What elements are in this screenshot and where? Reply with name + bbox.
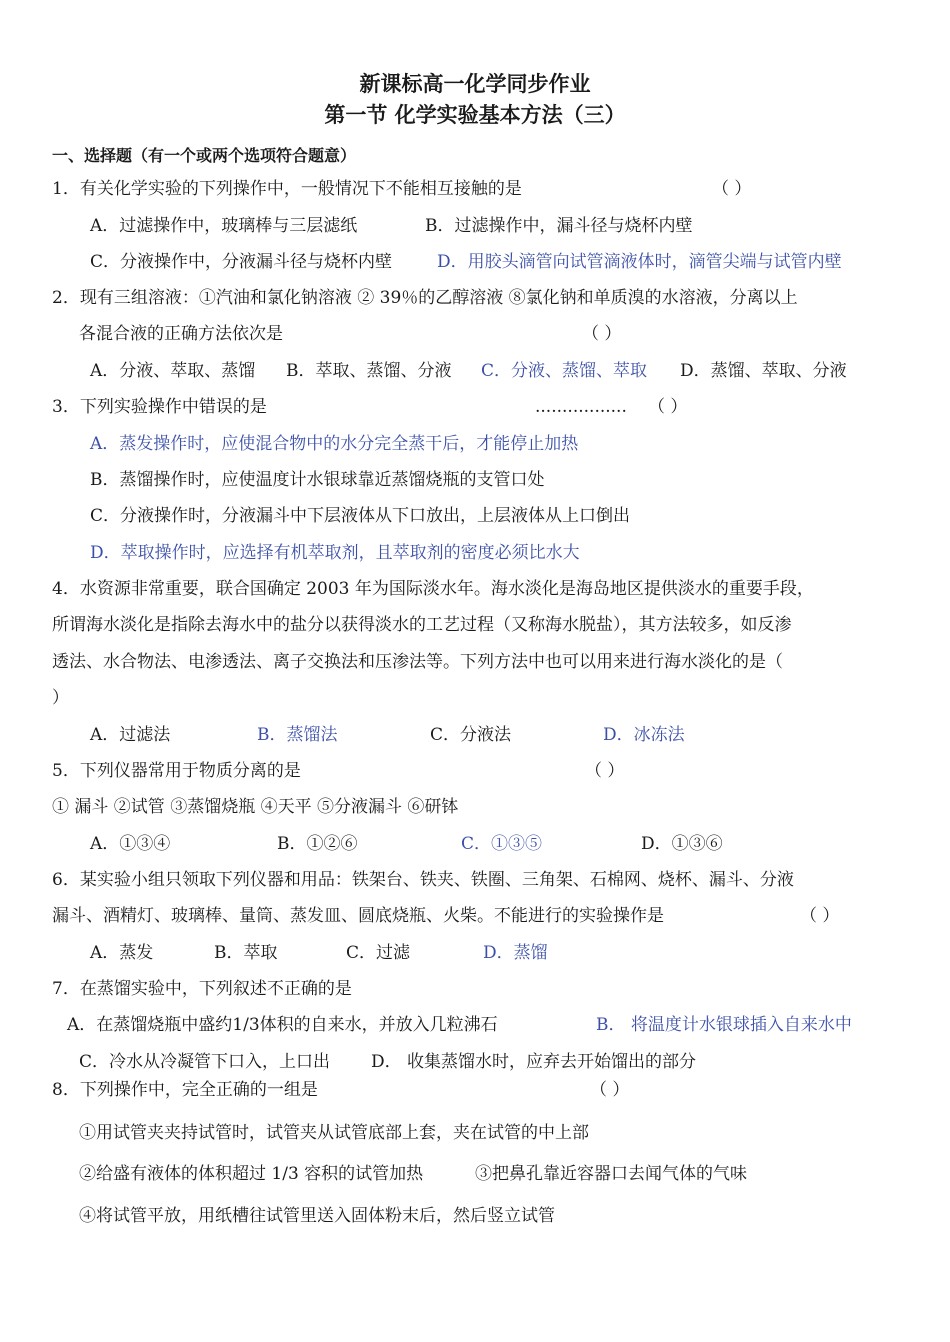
q5-option-a: A．①③④: [90, 834, 171, 854]
section-heading: 一、选择题（有一个或两个选项符合题意）: [52, 146, 357, 165]
q3-option-a: A．蒸发操作时，应使混合物中的水分完全蒸干后，才能停止加热: [90, 434, 579, 454]
q8-stem: 8．下列操作中，完全正确的一组是: [52, 1080, 318, 1100]
q5-stem: 5．下列仪器常用于物质分离的是: [52, 761, 301, 781]
q5-option-b: B．①②⑥: [277, 834, 358, 854]
q1-option-a: A．过滤操作中，玻璃棒与三层滤纸: [90, 216, 358, 236]
q8-item-2: ②给盛有液体的体积超过 1/3 容积的试管加热: [79, 1164, 424, 1184]
q3-option-c: C．分液操作时，分液漏斗中下层液体从下口放出，上层液体从上口倒出: [90, 506, 631, 526]
q5-answer-paren: （ ）: [585, 761, 625, 781]
page-subtitle: 第一节 化学实验基本方法（三）: [324, 102, 626, 127]
q6-answer-paren: （ ）: [800, 906, 840, 926]
q1-option-b: B．过滤操作中，漏斗径与烧杯内壁: [425, 216, 693, 236]
q8-item-3: ③把鼻孔靠近容器口去闻气体的气味: [475, 1164, 747, 1184]
q6-line-2: 漏斗、酒精灯、玻璃棒、量筒、蒸发皿、圆底烧瓶、火柴。不能进行的实验操作是: [52, 906, 664, 926]
q1-option-d: D．用胶头滴管向试管滴液体时，滴管尖端与试管内壁: [437, 252, 842, 272]
q2-option-c: C．分液、蒸馏、萃取: [481, 361, 648, 381]
q4-option-a: A．过滤法: [90, 725, 171, 745]
q3-dots: .................: [535, 397, 627, 417]
q4-line-2: 所谓海水淡化是指除去海水中的盐分以获得淡水的工艺过程（又称海水脱盐），其方法较多，如反渗: [52, 615, 792, 635]
q2-option-d: D．蒸馏、萃取、分液: [680, 361, 847, 381]
q8-answer-paren: （ ）: [590, 1080, 630, 1100]
q8-item-4: ④将试管平放，用纸槽往试管里送入固体粉末后，然后竖立试管: [79, 1206, 555, 1226]
q2-stem-cont: 各混合液的正确方法依次是: [79, 324, 283, 344]
q1-stem: 1．有关化学实验的下列操作中，一般情况下不能相互接触的是: [52, 179, 522, 199]
q2-option-b: B．萃取、蒸馏、分液: [286, 361, 452, 381]
q2-answer-paren: （ ）: [582, 324, 622, 344]
q1-option-c: C．分液操作中，分液漏斗径与烧杯内壁: [90, 252, 393, 272]
q6-option-c: C．过滤: [346, 943, 411, 963]
q7-option-c: C．冷水从冷凝管下口入，上口出: [79, 1052, 331, 1072]
q6-option-d: D．蒸馏: [483, 943, 548, 963]
q4-line-1: 4．水资源非常重要，联合国确定 2003 年为国际淡水年。海水淡化是海岛地区提供淡水的重要手段，: [52, 579, 814, 599]
q3-option-d: D．萃取操作时，应选择有机萃取剂，且萃取剂的密度必须比水大: [90, 543, 580, 563]
q5-option-c: C．①③⑤: [461, 834, 543, 854]
q6-option-a: A．蒸发: [90, 943, 154, 963]
q5-option-d: D．①③⑥: [641, 834, 723, 854]
q4-option-d: D．冰冻法: [603, 725, 685, 745]
q7-option-a: A．在蒸馏烧瓶中盛约1/3体积的自来水，并放入几粒沸石: [67, 1015, 498, 1035]
q3-option-b: B．蒸馏操作时，应使温度计水银球靠近蒸馏烧瓶的支管口处: [90, 470, 545, 490]
q4-option-b: B．蒸馏法: [257, 725, 338, 745]
q6-option-b: B．萃取: [214, 943, 278, 963]
q7-option-d: D． 收集蒸馏水时，应弃去开始馏出的部分: [371, 1052, 697, 1072]
q5-items: ① 漏斗 ②试管 ③蒸馏烧瓶 ④天平 ⑤分液漏斗 ⑥研钵: [52, 797, 459, 817]
q4-line-4: ）: [52, 688, 69, 708]
q4-option-c: C．分液法: [430, 725, 512, 745]
q1-answer-paren: （ ）: [712, 179, 752, 199]
q3-answer-paren: （ ）: [648, 397, 688, 417]
q7-stem: 7．在蒸馏实验中，下列叙述不正确的是: [52, 979, 352, 999]
page-title: 新课标高一化学同步作业: [359, 71, 591, 96]
q7-option-b: B． 将温度计水银球插入自来水中: [596, 1015, 852, 1035]
q2-stem: 2．现有三组溶液：①汽油和氯化钠溶液 ② 39％的乙醇溶液 ⑧氯化钠和单质溴的水溶液，分离以上: [52, 288, 798, 308]
q2-option-a: A．分液、萃取、蒸馏: [90, 361, 256, 381]
q8-item-1: ①用试管夹夹持试管时，试管夹从试管底部上套，夹在试管的中上部: [79, 1123, 589, 1143]
q6-line-1: 6．某实验小组只领取下列仪器和用品：铁架台、铁夹、铁圈、三角架、石棉网、烧杯、漏斗、分液: [52, 870, 794, 890]
q4-line-3: 透法、水合物法、电渗透法、离子交换法和压渗法等。下列方法中也可以用来进行海水淡化的是（: [52, 652, 783, 672]
q3-stem: 3．下列实验操作中错误的是: [52, 397, 267, 417]
